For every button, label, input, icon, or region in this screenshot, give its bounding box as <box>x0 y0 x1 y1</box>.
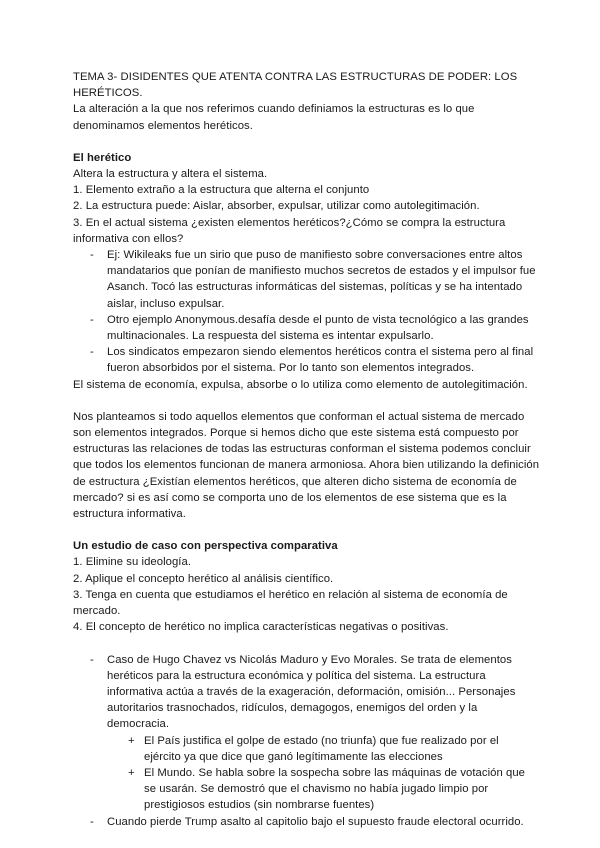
bullet-marker: - <box>90 313 94 326</box>
sub-bullet-item: + El Mundo. Se habla sobre la sospecha sobre las máquinas de votación que se usarán. Se demostró que el chavismo no había jugado limpio por prestigiosos estudios (sin nombrarse fuentes) <box>128 766 525 812</box>
bullet-item: - Cuando pierde Trump asalto al capitolio bajo el supuesto fraude electoral ocurrido. <box>73 814 540 830</box>
bullet-item: - Caso de Hugo Chavez vs Nicolás Maduro y Evo Morales. Se trata de elementos heréticos para la estructura económica y política del sistema. La estructura informativa actúa a través de la exageración, deformación, omisión... Personajes autoritarios trasnochados, ridículos, demagogos, enemigos del orden y la democracia. <box>90 653 516 731</box>
numbered-item: 2. Aplique el concepto herético al análisis científico. <box>73 572 334 585</box>
paragraph-line: que todos los elementos funcionan de manera armoniosa. Ahora bien utilizando la definición <box>73 459 540 472</box>
bullet-item: - Los sindicatos empezaron siendo elementos heréticos contra el sistema pero al final fueron absorbidos por el sistema. Por lo tanto son elementos integrados. <box>90 346 534 375</box>
bullet-marker: - <box>90 653 94 666</box>
numbered-item: 3. En el actual sistema ¿existen elementos heréticos?¿Cómo se compra la estructura <box>73 216 506 229</box>
numbered-item: informativa con ellos? <box>73 232 184 245</box>
sub-bullet-marker: + <box>128 734 135 747</box>
paragraph-line: son elementos integrados. Porque si hemos dicho que este sistema está compuesto por <box>73 427 519 440</box>
paragraph-line: mercado? si es así como se comporta uno de los elementos de ese sistema que es la <box>73 491 507 504</box>
spacer <box>73 134 540 150</box>
numbered-item: 1. Elemento extraño a la estructura que alterna el conjunto <box>73 184 370 197</box>
bullet-marker: - <box>90 249 94 262</box>
paragraph-line: de estructura ¿Existían elementos heréticos, que alteren dicho sistema de economía de <box>73 475 517 488</box>
bullet-item: - Ej: Wikileaks fue un sirio que puso de manifiesto sobre conversaciones entre altos mandatarios que ponían de manifiesto muchos secretos de estados y el impulsor fue Asanch. Tocó las estructuras informáticas del sistemas, políticas y se ha intentado aislar, incluso expulsar. <box>90 249 536 310</box>
body-line: El sistema de economía, expulsa, absorbe o lo utiliza como elemento de autolegitimación. <box>73 378 528 391</box>
numbered-item: 3. Tenga en cuenta que estudiamos el herético en relación al sistema de economía de <box>73 588 508 601</box>
spacer <box>73 393 540 409</box>
paragraph-line: Nos planteamos si todo aquellos elementos que conforman el actual sistema de mercado <box>73 410 525 423</box>
spacer <box>73 522 540 538</box>
bullet-item: - Otro ejemplo Anonymous.desafía desde el punto de vista tecnológico a las grandes multinacionales. La respuesta del sistema es intentar expulsarlo. <box>90 313 529 343</box>
sub-bullet-item: + El País justifica el golpe de estado (no triunfa) que fue realizado por el ejército ya que dice que ganó legítimamente las elecciones <box>128 734 499 763</box>
paragraph-line: estructura informativa. <box>73 508 186 521</box>
sub-bullet-marker: + <box>128 766 135 779</box>
title-line: TEMA 3- DISIDENTES QUE ATENTA CONTRA LAS ESTRUCTURAS DE PODER: LOS <box>73 71 518 83</box>
numbered-item: 1. Elimine su ideología. <box>73 556 192 569</box>
spacer <box>73 636 540 652</box>
bullet-marker: - <box>90 346 94 359</box>
section-heading: El herético <box>73 151 132 164</box>
title-line: HERÉTICOS. <box>73 87 143 100</box>
section-heading: Un estudio de caso con perspectiva comparativa <box>73 540 338 553</box>
intro-line: La alteración a la que nos referimos cuando definiamos la estructuras es lo que <box>73 103 475 116</box>
numbered-item: mercado. <box>73 605 121 618</box>
numbered-item: 2. La estructura puede: Aislar, absorber, expulsar, utilizar como autolegitimación. <box>73 200 480 213</box>
bullet-marker: - <box>90 815 94 828</box>
paragraph-line: estructuras las relaciones de todas las estructuras conforman el sistema podemos concluir <box>73 443 531 456</box>
numbered-item: 4. El concepto de herético no implica características negativas o positivas. <box>73 621 449 634</box>
intro-line: denominamos elementos heréticos. <box>73 119 253 132</box>
body-line: Altera la estructura y altera el sistema. <box>73 168 268 181</box>
